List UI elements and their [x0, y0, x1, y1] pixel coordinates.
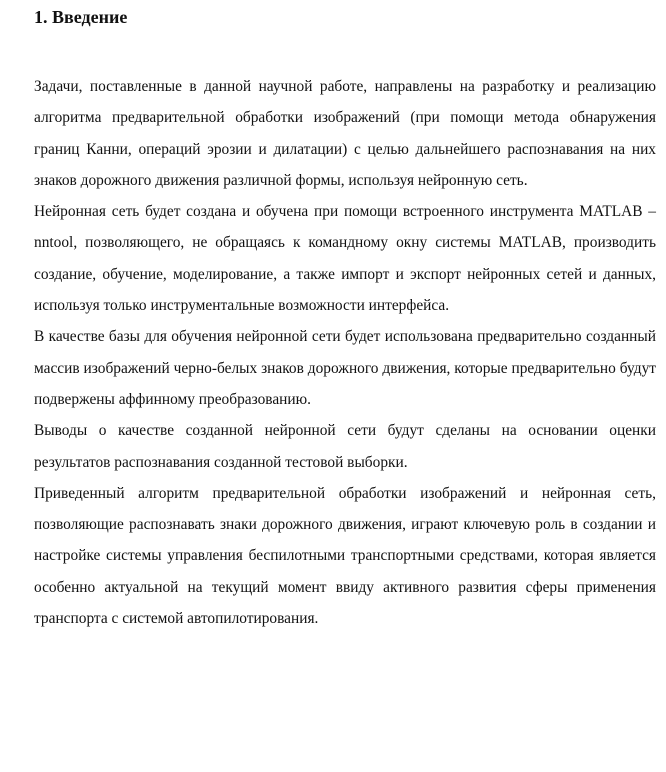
paragraph-conclusions: Выводы о качестве созданной нейронной сети будут сделаны на основании оценки результатов распознавания созданной тестовой выборки.: [34, 422, 656, 471]
paragraph-task: Задачи, поставленные в данной научной работе, направлены на разработку и реализацию алгоритма предварительной обработки изображений (при помощи метода обнаружения границ Канни, операций эрозии и дилатации) с целью дальнейшего распознавания на них знаков дорожного движения различной формы, используя нейронную сеть.: [34, 78, 656, 189]
paragraph-nntool: Нейронная сеть будет создана и обучена при помощи встроенного инструмента MATLAB – nntool, позволяющего, не обращаясь к командному окну системы MATLAB, производить создание, обучение, моделирование, а также импорт и экспорт нейронных сетей и данных, используя только инструментальные возможности интерфейса.: [34, 203, 656, 315]
document-body: [34, 71, 656, 634]
paragraph-application: Приведенный алгоритм предварительной обработки изображений и нейронная сеть, позволяющие распознавать знаки дорожного движения, играют ключевую роль в создании и настройке системы управления беспилотными транспортными средствами, которая является особенно актуальной на текущий момент ввиду активного развития сферы применения транспорта с системой автопилотирования.: [34, 484, 656, 628]
section-heading: 1. Введение: [34, 7, 128, 27]
paragraph-training-base: В качестве базы для обучения нейронной сети будет использована предварительно созданный массив изображений черно-белых знаков дорожного движения, которые предварительно будут подвержены аффинному преобразованию.: [34, 328, 656, 408]
